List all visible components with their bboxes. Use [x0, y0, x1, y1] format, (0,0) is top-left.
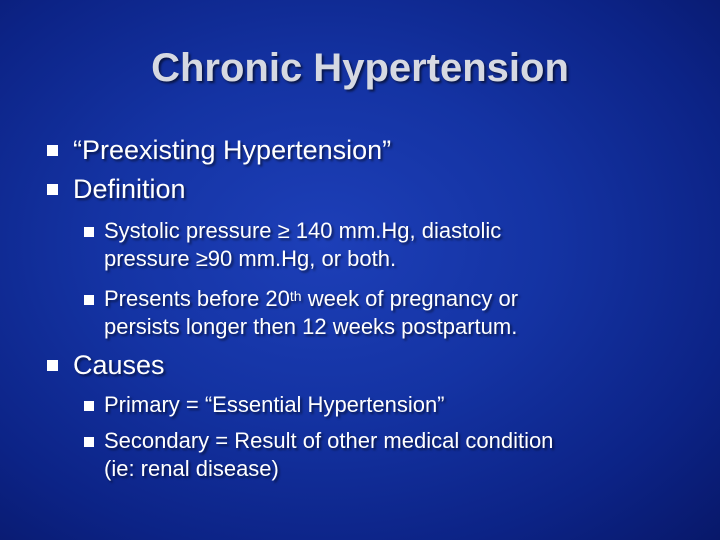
- bullet-text: Definition: [73, 174, 186, 204]
- square-bullet-icon: [84, 295, 94, 305]
- bullet-preexisting: [47, 134, 391, 167]
- slide-title: Chronic Hypertension: [151, 46, 569, 90]
- line: pressure ≥90 mm.Hg, or both.: [104, 246, 397, 271]
- sub-bullet-secondary: [84, 427, 553, 483]
- bullet-definition: [47, 173, 186, 206]
- square-bullet-icon: [84, 227, 94, 237]
- sub-bullet-text: [104, 285, 518, 341]
- sub-bullet-primary: [84, 391, 445, 419]
- sub-bullet-text: Primary = “Essential Hypertension”: [104, 392, 445, 417]
- sub-bullet-presents: [84, 285, 518, 341]
- sub-bullet-text: [104, 427, 553, 483]
- sub-bullet-systolic: [84, 217, 501, 273]
- bullet-causes: [47, 349, 165, 382]
- square-bullet-icon: [47, 360, 58, 371]
- line: persists longer then 12 weeks postpartum.: [104, 314, 518, 339]
- line: Systolic pressure ≥ 140 mm.Hg, diastolic: [104, 218, 502, 243]
- line: (ie: renal disease): [104, 456, 279, 481]
- square-bullet-icon: [47, 184, 58, 195]
- square-bullet-icon: [84, 401, 94, 411]
- square-bullet-icon: [47, 145, 58, 156]
- line: Presents before 20: [104, 286, 290, 311]
- line: Secondary = Result of other medical condition: [104, 428, 554, 453]
- sub-bullet-text: [104, 217, 501, 273]
- bullet-text: Causes: [73, 350, 165, 380]
- line: week of pregnancy or: [301, 286, 519, 311]
- square-bullet-icon: [84, 437, 94, 447]
- superscript: th: [289, 288, 302, 304]
- bullet-text: “Preexisting Hypertension”: [73, 135, 392, 165]
